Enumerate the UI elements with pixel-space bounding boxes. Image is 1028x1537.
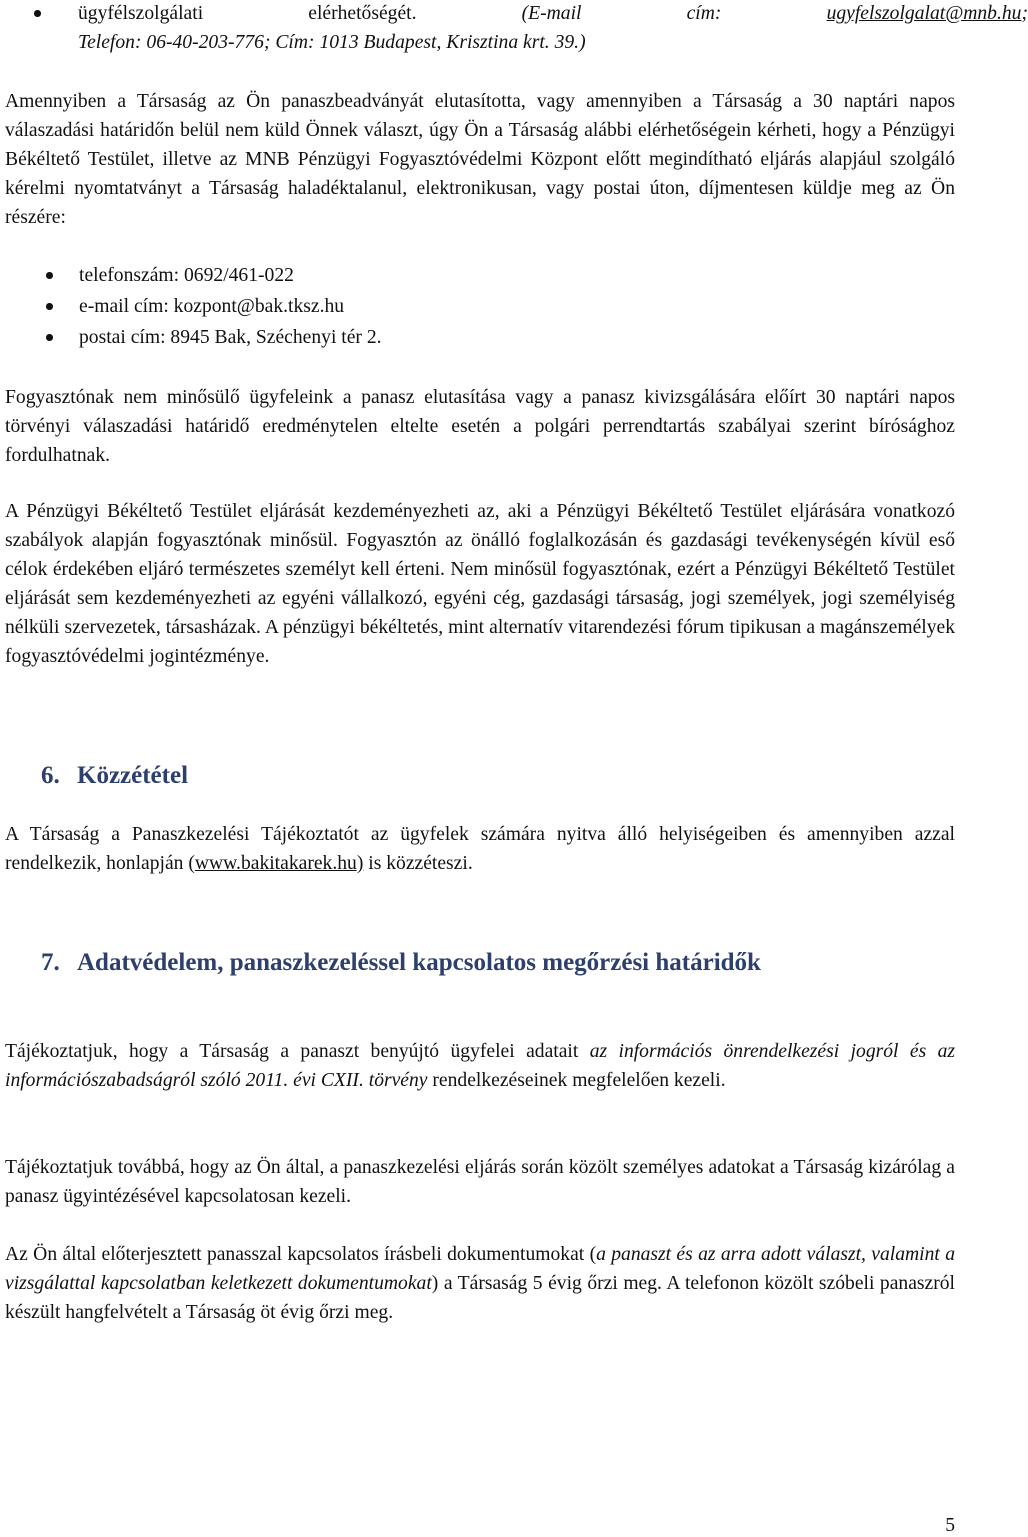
section-7-paragraph-3 (5, 1240, 955, 1327)
page-number: 5 (945, 1515, 955, 1536)
section-6-paragraph (5, 820, 955, 878)
bullet-text-a: ügyfélszolgálati elérhetőségét. (78, 3, 417, 24)
nonconsumer-paragraph: Fogyasztónak nem minősülő ügyfeleink a panasz elutasítása vagy a panasz kivizsgálására előírt 30 naptári napos törvényi válaszadási határidő eredménytelen eltelte esetén a polgári perrendtartás szabályai szerint bírósághoz fordulhatnak. (5, 387, 955, 466)
section-7-heading (41, 947, 761, 979)
email-link[interactable]: ugyfelszolgalat@mnb.hu (826, 3, 1022, 24)
contact-list (0, 260, 832, 353)
section-7-law-reference: az információs önrendelkezési jogról és az információszabadságról szóló 2011. évi CXII. törvény (5, 1041, 956, 1091)
section-7-number: 7. (41, 949, 60, 976)
section-7-p3-italic: a panaszt és az arra adott választ, valamint a vizsgálattal kapcsolatban keletkezett dokumentumokat (5, 1244, 955, 1294)
section-7-paragraph-2: Tájékoztatjuk továbbá, hogy az Ön által, a panaszkezelési eljárás során közölt személyes adatokat a Társaság kizárólag a panasz ügyintézésével kapcsolatosan kezeli. (5, 1157, 955, 1207)
section-6-number: 6. (41, 762, 60, 789)
pbt-paragraph: A Pénzügyi Békéltető Testület eljárását kezdeményezheti az, aki a Pénzügyi Békéltető Testület eljárására vonatkozó szabályok alapján fogyasztónak minősül. Fogyasztón az önálló foglalkozásán és gazdasági tevékenységén kívül eső célok érdekében eljáró természetes személyt kell érteni. Nem minősül fogyasztónak, ezért a Pénzügyi Békéltető Testület eljárását sem kezdeményezheti az egyéni vállalkozó, egyéni cég, gazdasági társaság, jogi személyek, jogi személyiség nélküli szervezetek, társasházak. A pénzügyi békéltetés, mint alternatív vitarendezési fórum tipikusan a magánszemélyek fogyasztóvédelmi jogintézménye. (5, 501, 955, 667)
section-7-title: Adatvédelem, panaszkezeléssel kapcsolatos megőrzési határidők (77, 949, 761, 976)
contact-address: postai cím: 8945 Bak, Széchenyi tér 2. (0, 322, 832, 353)
section-7-paragraph-1 (5, 1037, 955, 1095)
refusal-paragraph: Amennyiben a Társaság az Ön panaszbeadványát elutasította, vagy amennyiben a Társaság a 30 naptári napos válaszadási határidőn belül nem küld Önnek választ, úgy Ön a Társaság alábbi elérhetőségein kérheti, hogy a Pénzügyi Békéltető Testület, illetve az MNB Pénzügyi Fogyasztóvédelmi Központ előtt megindítható eljárás alapjául szolgáló kérelmi nyomtatványt a Társaság haladéktalanul, elektronikusan, vagy postai úton, díjmentesen küldje meg az Ön részére: (5, 91, 955, 228)
section-6-title: Közzététel (77, 762, 189, 789)
contact-email: e-mail cím: kozpont@bak.tksz.hu (0, 291, 832, 322)
bullet-text-c: ; (1021, 3, 1028, 24)
section-7-p1-b: rendelkezéseinek megfelelően kezeli. (427, 1070, 726, 1091)
bullet-line-2: Telefon: 06-40-203-776; Cím: 1013 Budapest, Krisztina krt. 39.) (78, 32, 586, 53)
section-7-p3-a: Az Ön által előterjesztett panasszal kapcsolatos írásbeli dokumentumokat ( (5, 1244, 597, 1265)
website-link[interactable]: www.bakitakarek.hu) (194, 853, 364, 874)
contact-phone: telefonszám: 0692/461-022 (0, 260, 832, 291)
section-6-text-a: A Társaság a Panaszkezelési Tájékoztatót az ügyfelek számára nyitva álló helyiségeiben és amennyiben azzal rendelkezik, honlapján ( (5, 824, 955, 874)
section-7-p1-a: Tájékoztatjuk, hogy a Társaság a panaszt benyújtó ügyfelei adatait (5, 1041, 590, 1062)
bullet-line-1 (78, 0, 1028, 28)
bullet-text-b: (E-mail cím: (521, 3, 722, 24)
contact-bullet (5, 0, 1028, 57)
section-6-text-b: is közzéteszi. (363, 853, 473, 874)
section-6-heading (41, 760, 188, 792)
section-7-p3-b: ) a Társaság 5 évig őrzi meg. A telefonon közölt szóbeli panaszról készült hangfelvételt a Társaság öt évig őrzi meg. (5, 1273, 955, 1323)
